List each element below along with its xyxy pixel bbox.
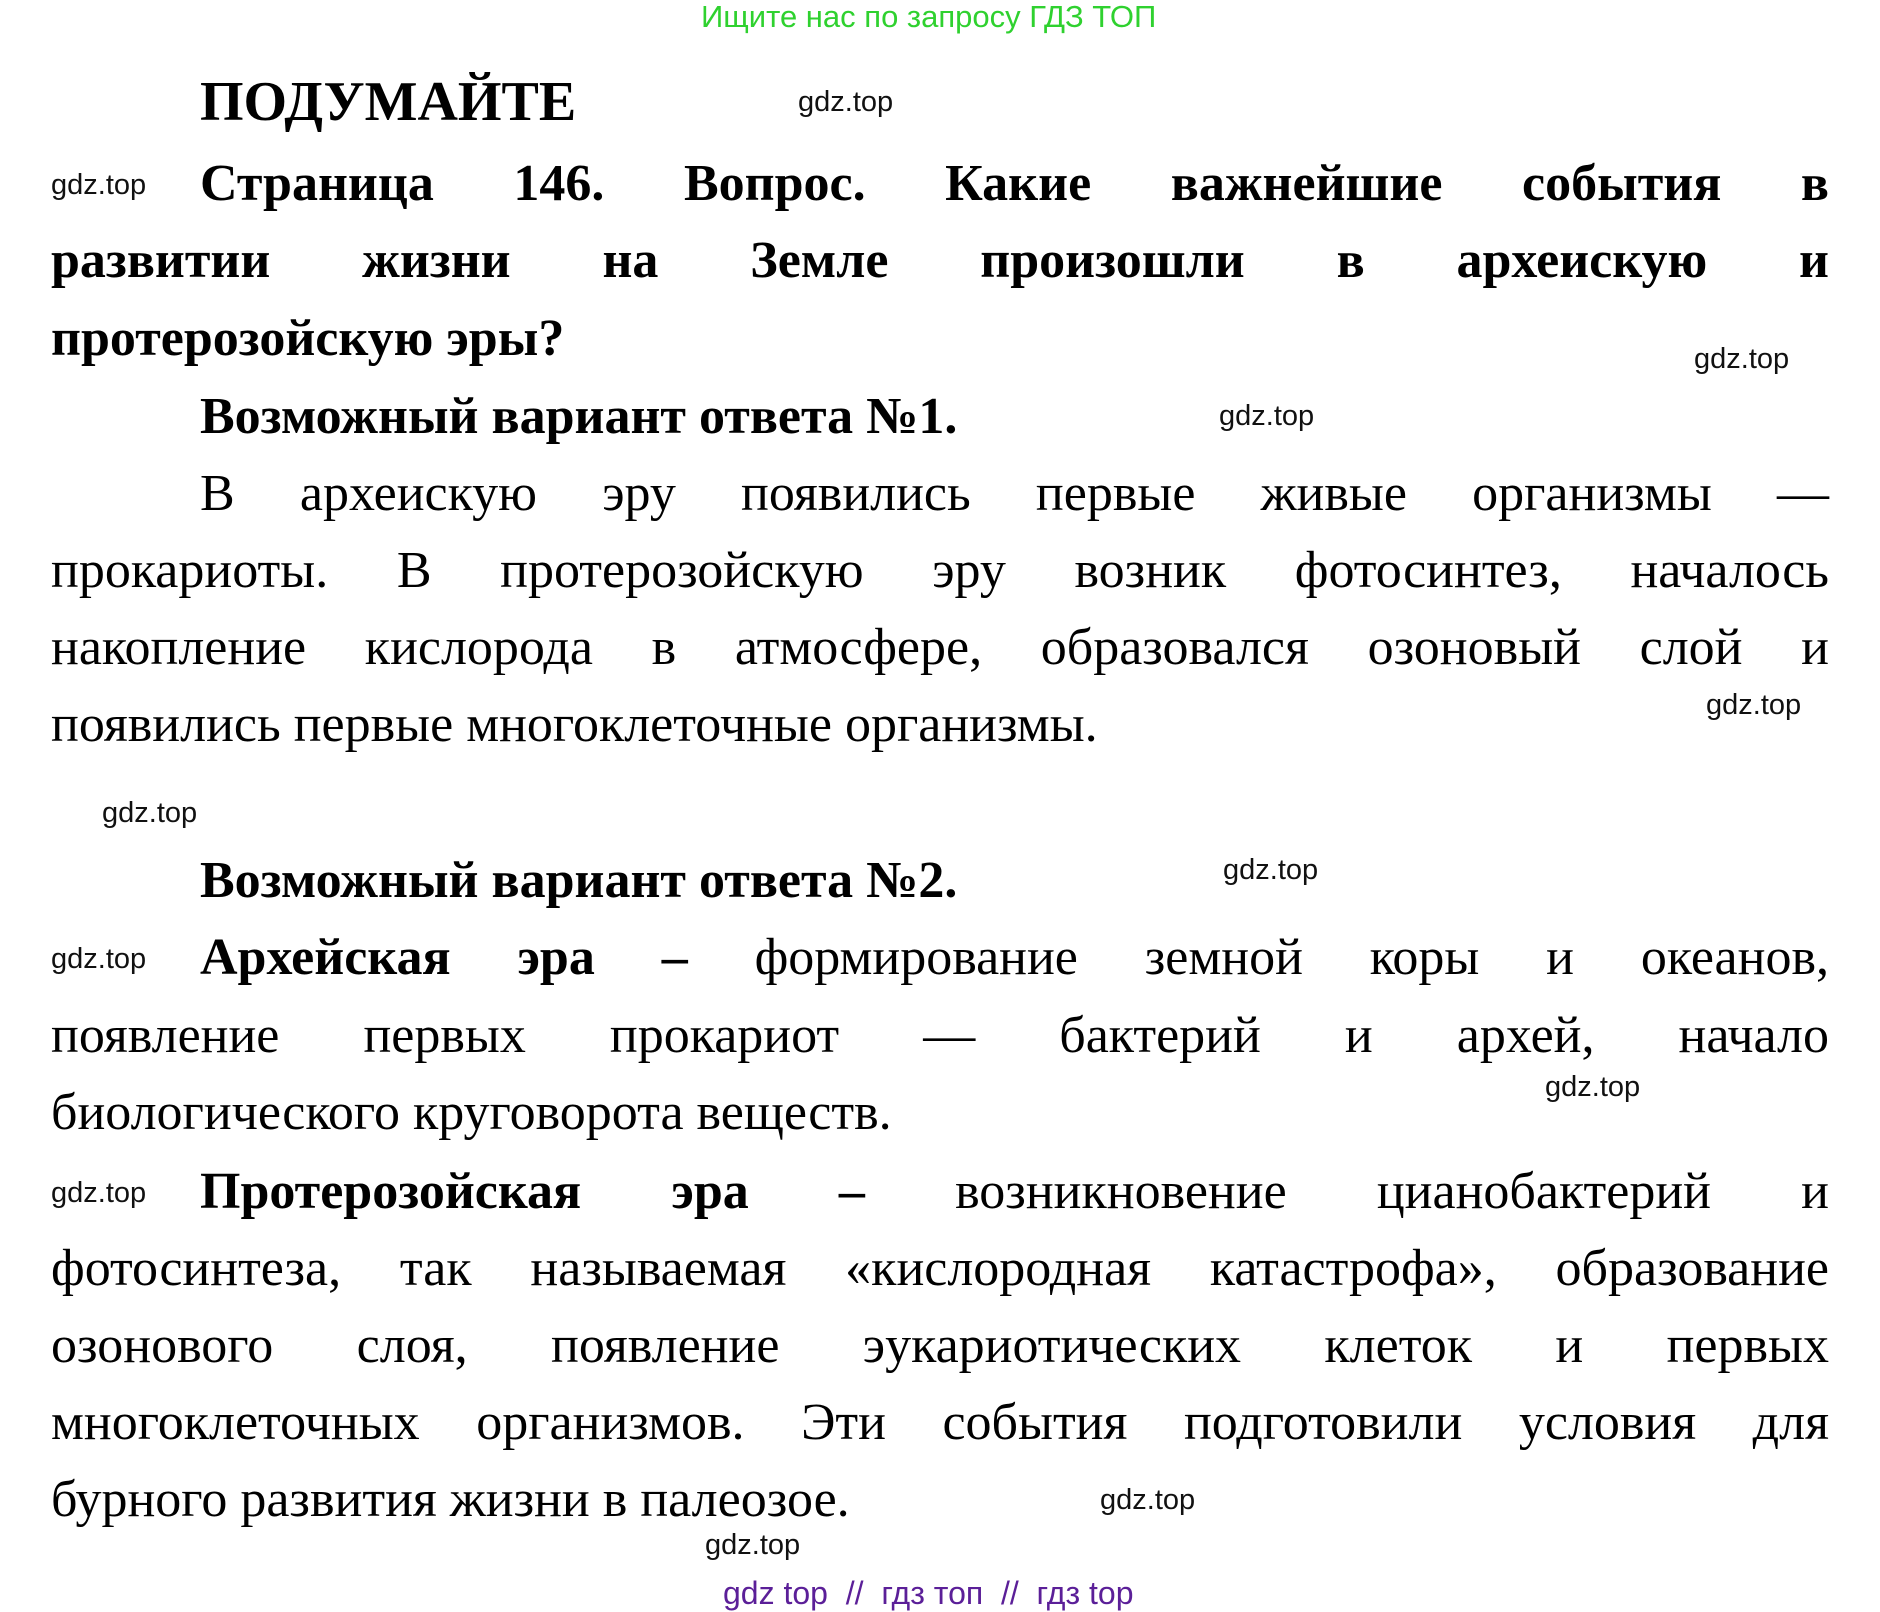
watermark: gdz.top bbox=[51, 1177, 147, 1209]
proterozoic-term: Протерозойская эра – bbox=[200, 1163, 865, 1220]
question-line: развитии жизни на Земле произошли в археискую и bbox=[51, 232, 1829, 289]
archean-line: биологического круговорота веществ. bbox=[51, 1084, 892, 1141]
section-heading: ПОДУМАЙТЕ bbox=[200, 71, 577, 133]
proterozoic-text: возникновение цианобактерий и bbox=[955, 1163, 1829, 1220]
proterozoic-line: многоклеточных организмов. Эти события подготовили условия для bbox=[51, 1394, 1829, 1451]
watermark: gdz.top bbox=[1694, 343, 1790, 375]
proterozoic-line: фотосинтеза, так называемая «кислородная катастрофа», образование bbox=[51, 1240, 1829, 1297]
archean-text: формирование земной коры и океанов, bbox=[754, 929, 1830, 986]
answer1-line: появились первые многоклеточные организмы. bbox=[51, 696, 1098, 753]
watermark: gdz.top bbox=[51, 943, 147, 975]
proterozoic-line: бурного развития жизни в палеозое. bbox=[51, 1471, 850, 1528]
watermark: gdz.top bbox=[1706, 689, 1802, 721]
watermark: gdz.top bbox=[1100, 1484, 1196, 1516]
archean-line: появление первых прокариот — бактерий и архей, начало bbox=[51, 1007, 1829, 1064]
proterozoic-line bbox=[200, 1164, 1829, 1220]
watermark: gdz.top bbox=[51, 169, 147, 201]
watermark: gdz.top bbox=[705, 1529, 801, 1561]
answer2-title: Возможный вариант ответа №2. bbox=[200, 852, 958, 909]
search-banner: Ищите нас по запросу ГДЗ ТОП bbox=[701, 0, 1157, 34]
answer1-title: Возможный вариант ответа №1. bbox=[200, 388, 958, 445]
question-line: протерозойскую эры? bbox=[51, 310, 565, 367]
watermark: gdz.top bbox=[1219, 400, 1315, 432]
answer1-line: прокариоты. В протерозойскую эру возник фотосинтез, началось bbox=[51, 542, 1829, 599]
archean-term: Архейская эра – bbox=[200, 929, 688, 986]
watermark: gdz.top bbox=[1545, 1071, 1641, 1103]
watermark: gdz.top bbox=[798, 86, 894, 118]
footer-links: gdz top // гдз топ // гдз top bbox=[723, 1575, 1134, 1611]
archean-line bbox=[200, 930, 1829, 986]
question-line: Страница 146. Вопрос. Какие важнейшие события в bbox=[200, 155, 1829, 212]
watermark: gdz.top bbox=[102, 797, 198, 829]
watermark: gdz.top bbox=[1223, 854, 1319, 886]
proterozoic-line: озонового слоя, появление эукариотических клеток и первых bbox=[51, 1317, 1829, 1374]
answer1-line: В археискую эру появились первые живые организмы — bbox=[200, 465, 1829, 522]
answer1-line: накопление кислорода в атмосфере, образовался озоновый слой и bbox=[51, 619, 1829, 676]
